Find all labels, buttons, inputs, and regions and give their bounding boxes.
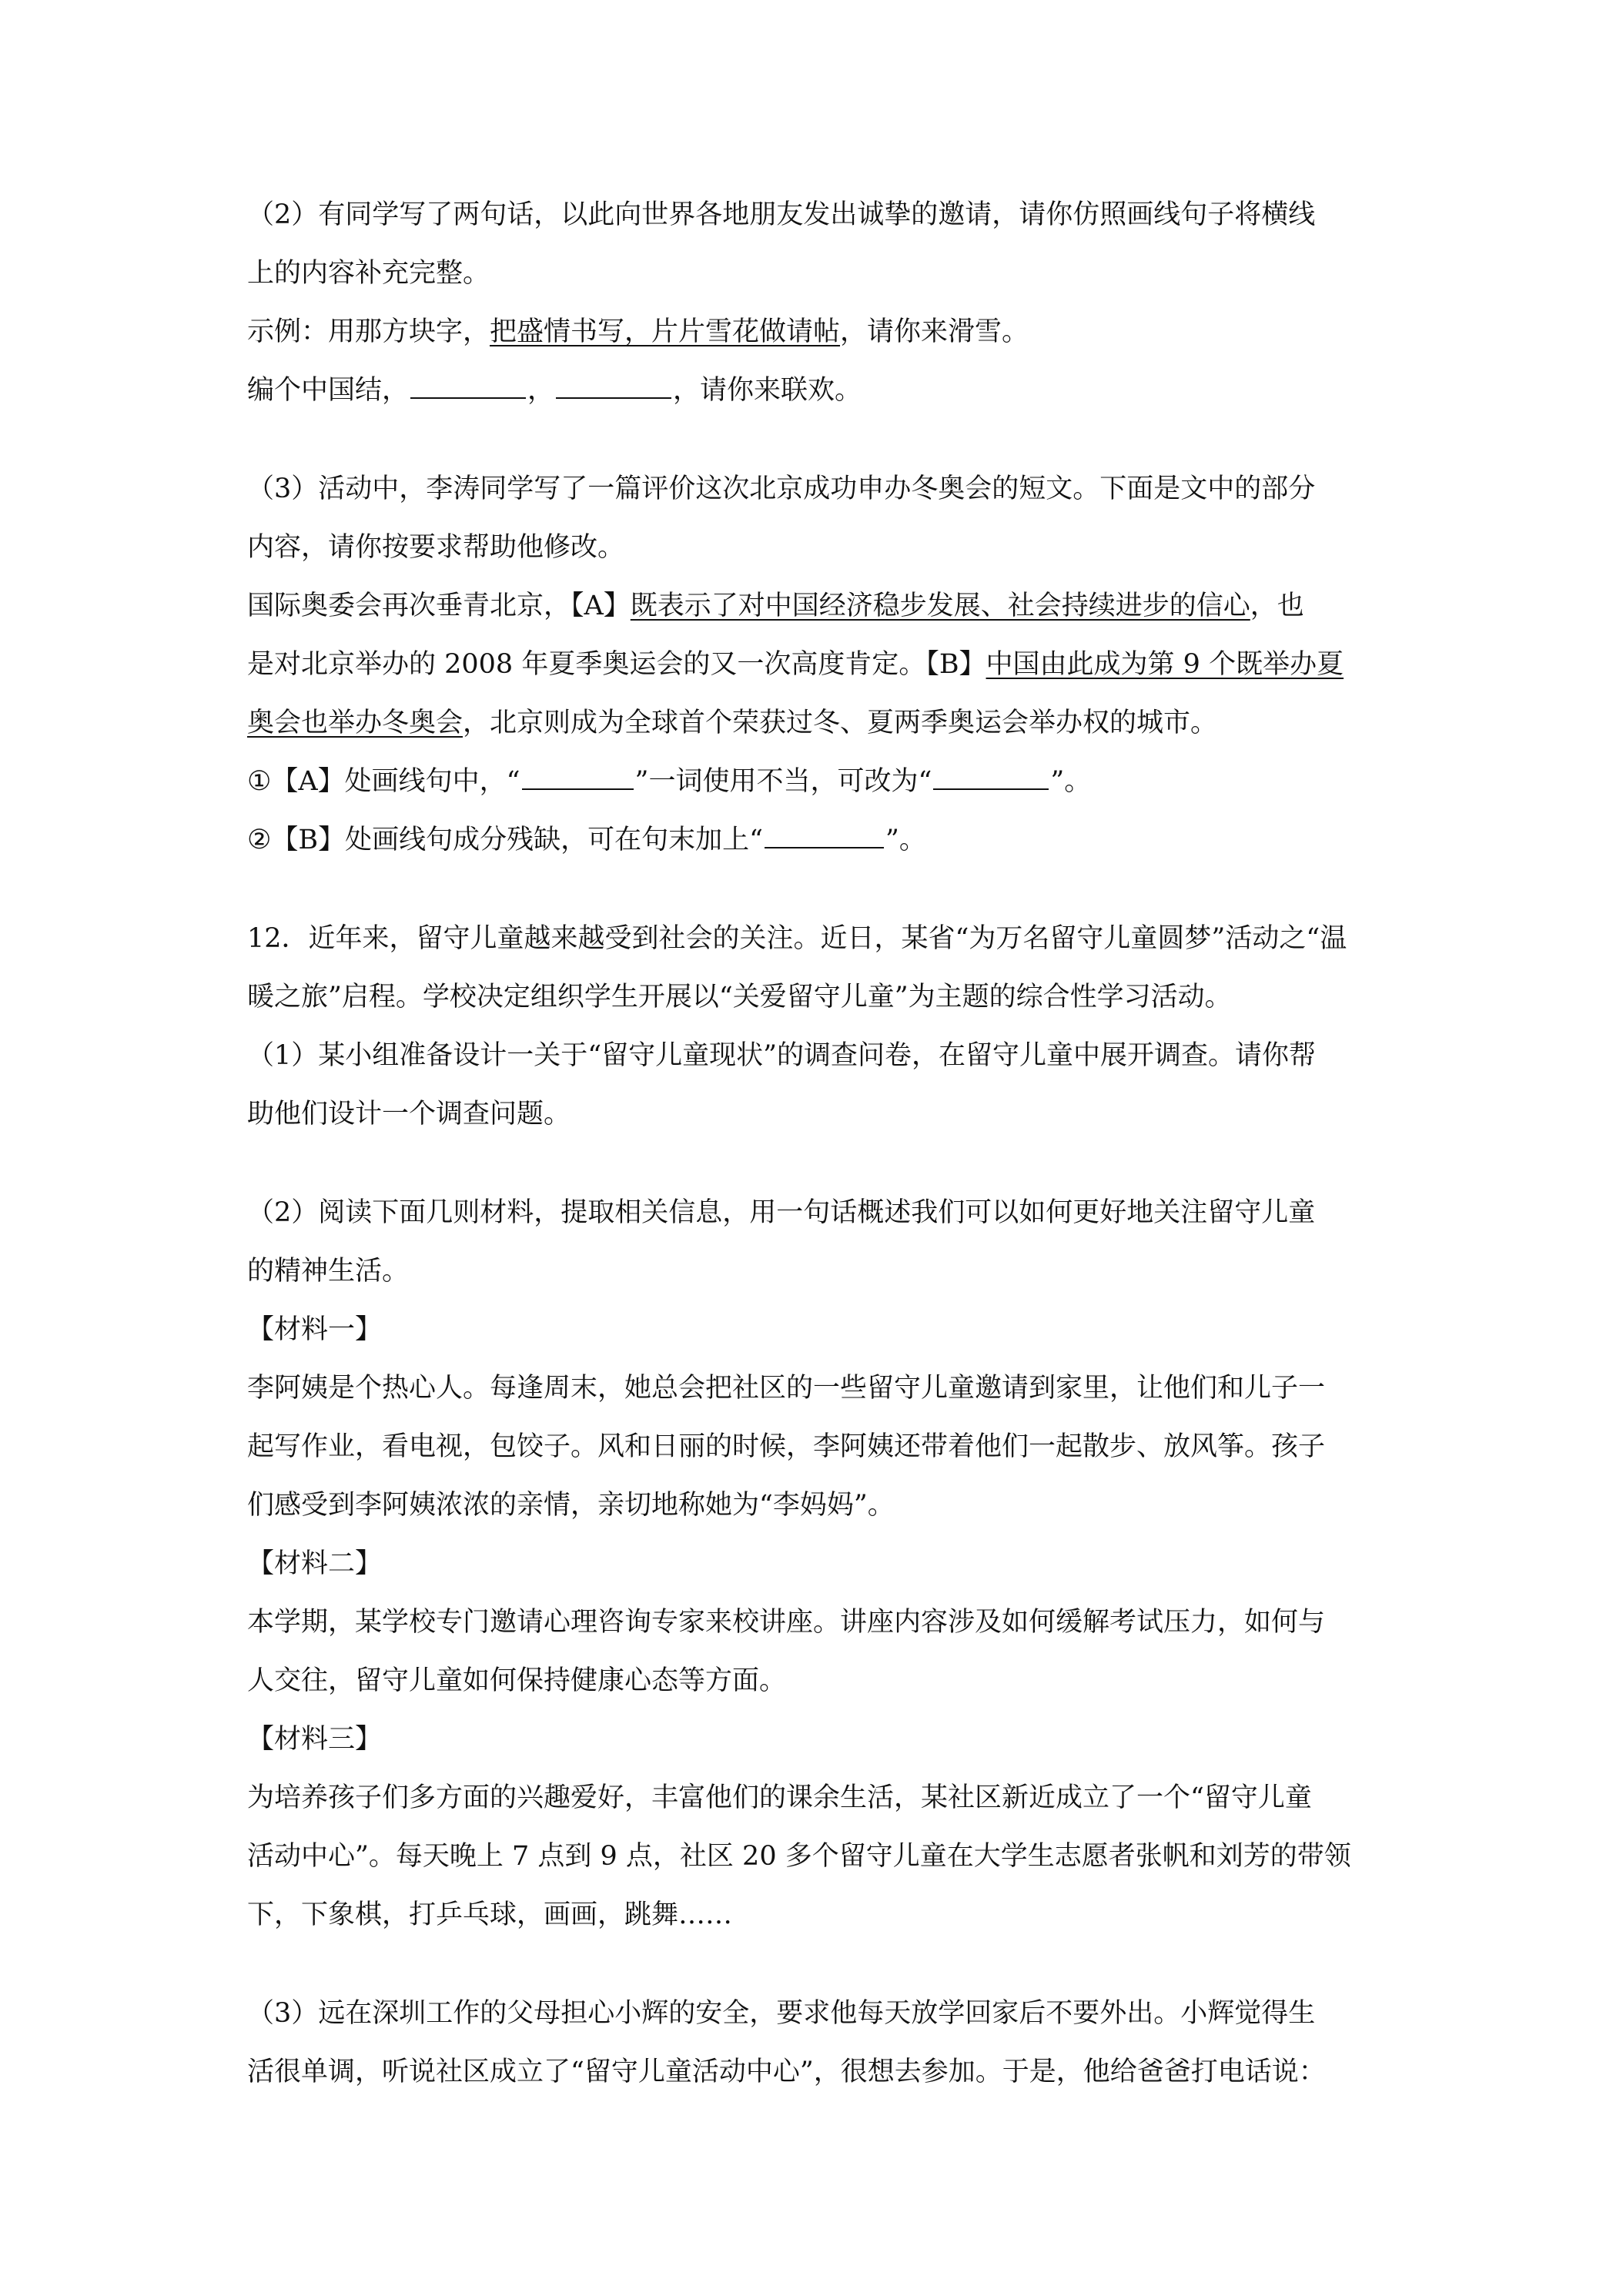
underlined-sentence-b-continued: 奥会也举办冬奥会 [247, 708, 463, 738]
item-text: ”一词使用不当，可改为“ [634, 766, 932, 797]
material-3-line-3: 下，下象棋，打乒乓球，画画，跳舞…… [247, 1899, 733, 1930]
answer-blank-5[interactable] [765, 824, 884, 848]
material-3-title: 【材料三】 [247, 1724, 383, 1755]
material-1-line-2: 起写作业，看电视，包饺子。风和日丽的时候，李阿姨还带着他们一起散步、放风筝。孩子 [247, 1431, 1326, 1462]
q11-2-example [247, 313, 1029, 350]
q11-3-item-1 [247, 763, 1091, 800]
q12-3-line-2: 活很单调，听说社区成立了“留守儿童活动中心”，很想去参加。于是，他给爸爸打电话说： [247, 2057, 1326, 2087]
underlined-sentence-b: 中国由此成为第 9 个既举办夏 [986, 649, 1344, 680]
q11-2-task [247, 372, 862, 409]
material-2-title: 【材料二】 [247, 1548, 383, 1579]
material-2-line-1: 本学期，某学校专门邀请心理咨询专家来校讲座。讲座内容涉及如何缓解考试压力，如何与 [247, 1607, 1326, 1638]
q12-1-line-2: 助他们设计一个调查问题。 [247, 1099, 571, 1130]
material-3-line-1: 为培养孩子们多方面的兴趣爱好，丰富他们的课余生活，某社区新近成立了一个“留守儿童 [247, 1782, 1312, 1813]
q11-2-line-1: （2）有同学写了两句话，以此向世界各地朋友发出诚挚的邀请，请你仿照画线句子将横线 [247, 199, 1316, 230]
material-1-title: 【材料一】 [247, 1314, 383, 1345]
q12-2-line-2: 的精神生活。 [247, 1256, 410, 1287]
item-text: ②【B】处画线句成分残缺，可在句末加上“ [247, 825, 763, 855]
task-mid: ， [527, 375, 555, 406]
q12-2-line-1: （2）阅读下面几则材料，提取相关信息，用一句话概述我们可以如何更好地关注留守儿童 [247, 1197, 1316, 1228]
material-3-line-2: 活动中心”。每天晚上 7 点到 9 点，社区 20 多个留守儿童在大学生志愿者张帆和刘芳的带领 [247, 1841, 1351, 1872]
passage-text: ，也 [1250, 591, 1304, 621]
passage-text: 是对北京举办的 2008 年夏季奥运会的又一次高度肯定。【B】 [247, 649, 986, 680]
answer-blank-4[interactable] [933, 765, 1049, 790]
q12-line-2: 暖之旅”启程。学校决定组织学生开展以“关爱留守儿童”为主题的综合性学习活动。 [247, 982, 1232, 1012]
answer-blank-3[interactable] [522, 765, 634, 790]
answer-blank-2[interactable] [556, 374, 671, 399]
q12-1-line-1: （1）某小组准备设计一关于“留守儿童现状”的调查问卷，在留守儿童中展开调查。请你帮 [247, 1040, 1317, 1071]
material-2-line-2: 人交往，留守儿童如何保持健康心态等方面。 [247, 1665, 787, 1696]
underlined-sentence-a: 既表示了对中国经济稳步发展、社会持续进步的信心 [630, 591, 1250, 621]
q11-3-item-2 [247, 822, 926, 858]
task-prefix: 编个中国结， [247, 375, 410, 406]
q11-3-passage-line-3 [247, 705, 1217, 741]
answer-blank-1[interactable] [410, 374, 526, 399]
passage-text: 国际奥委会再次垂青北京，【A】 [247, 591, 631, 621]
q11-2-line-2: 上的内容补充完整。 [247, 258, 490, 289]
q11-3-passage-line-2 [247, 646, 1344, 683]
item-text: ”。 [885, 825, 926, 855]
item-text: ①【A】处画线句中，“ [247, 766, 520, 797]
q11-3-line-1: （3）活动中，李涛同学写了一篇评价这次北京成功申办冬奥会的短文。下面是文中的部分 [247, 474, 1316, 504]
task-suffix: ，请你来联欢。 [673, 375, 862, 406]
q11-3-line-2: 内容，请你按要求帮助他修改。 [247, 532, 625, 563]
q12-line-1: 12．近年来，留守儿童越来越受到社会的关注。近日，某省“为万名留守儿童圆梦”活动之“温 [247, 923, 1347, 954]
material-1-line-1: 李阿姨是个热心人。每逢周末，她总会把社区的一些留守儿童邀请到家里，让他们和儿子一 [247, 1373, 1326, 1404]
q12-3-line-1: （3）远在深圳工作的父母担心小辉的安全，要求他每天放学回家后不要外出。小辉觉得生 [247, 1998, 1316, 2029]
example-underlined-sentence: 把盛情书写，片片雪花做请帖 [490, 316, 841, 347]
item-text: ”。 [1050, 766, 1092, 797]
passage-text: ，北京则成为全球首个荣获过冬、夏两季奥运会举办权的城市。 [463, 708, 1218, 738]
material-1-line-3: 们感受到李阿姨浓浓的亲情，亲切地称她为“李妈妈”。 [247, 1490, 895, 1521]
example-suffix: ，请你来滑雪。 [840, 316, 1029, 347]
example-prefix: 示例：用那方块字， [247, 316, 490, 347]
q11-3-passage-line-1 [247, 587, 1304, 624]
